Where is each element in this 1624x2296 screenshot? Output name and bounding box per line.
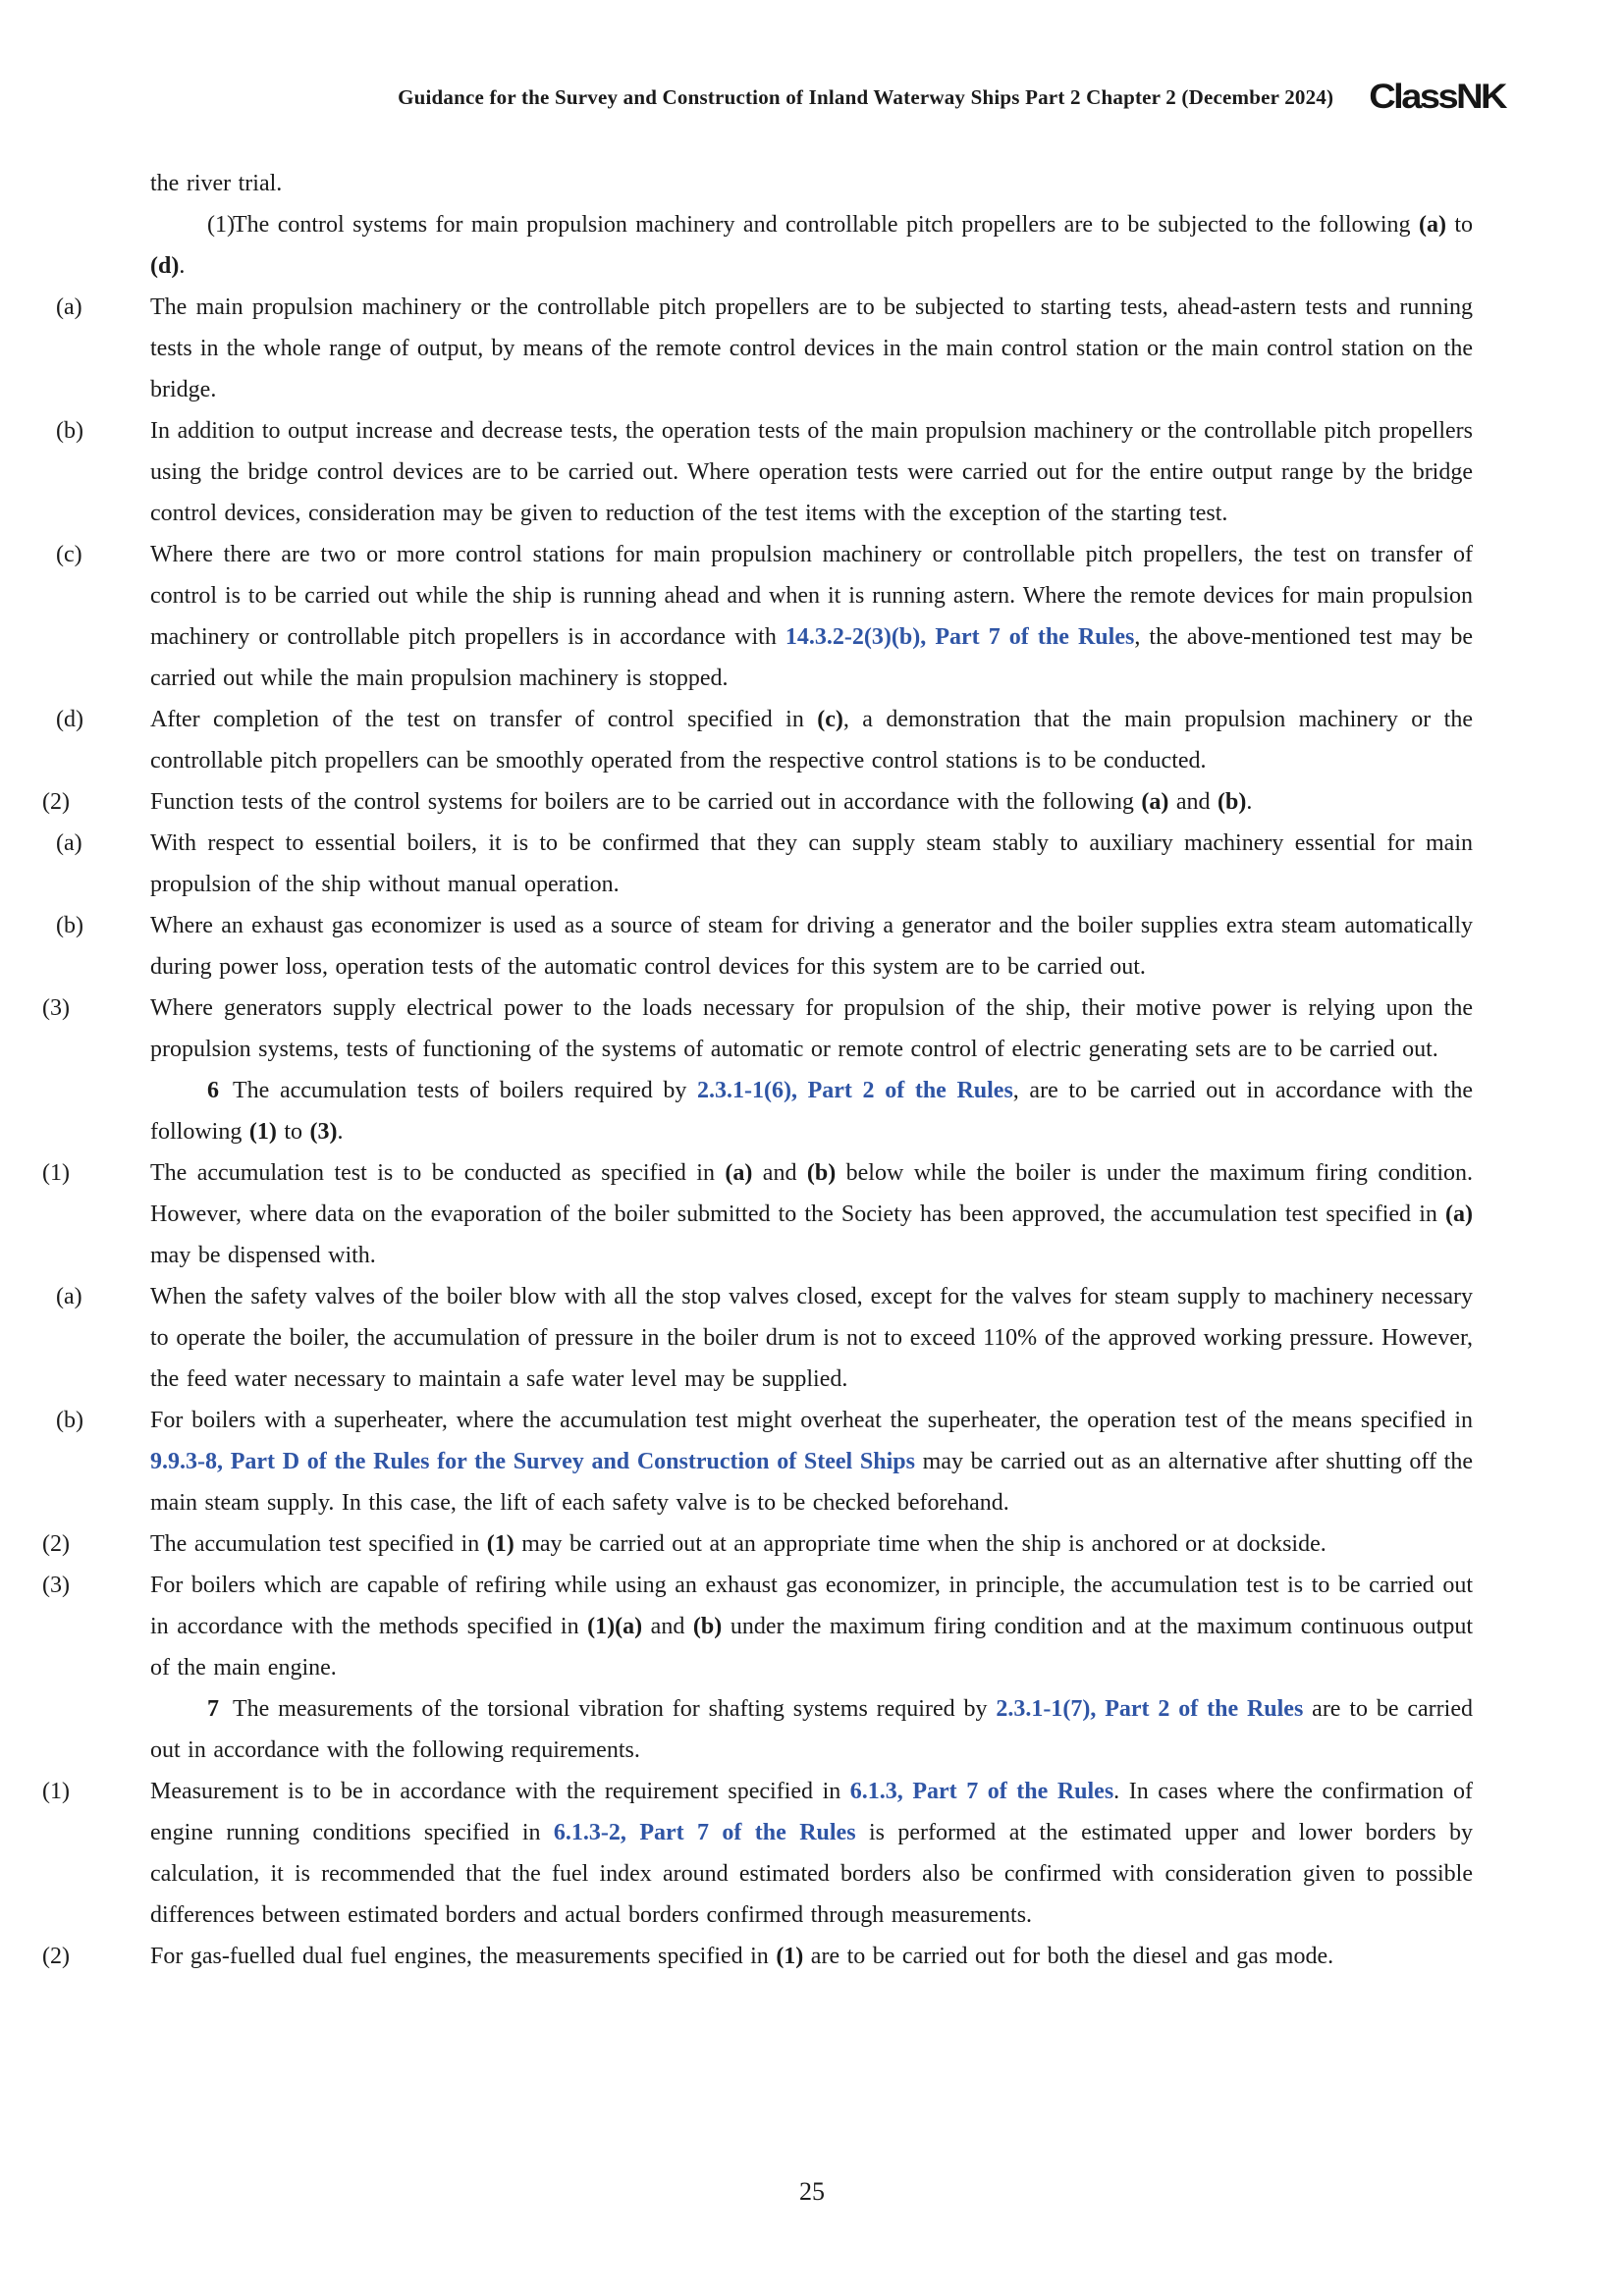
document-body <box>42 163 1474 1977</box>
body-text: For boilers which are capable of refiring while using an exhaust gas economizer, in principle, the accumulation test is to be carried out in accordance with the methods specified in <box>150 1573 1473 1639</box>
body-text: . <box>179 253 186 279</box>
item-marker: (2) <box>42 1944 70 1969</box>
item-marker: (a) <box>56 294 82 320</box>
paragraph-item-3 <box>42 988 1473 1070</box>
bold-reference-text: (b) <box>1218 789 1247 815</box>
body-text: may be dispensed with. <box>150 1243 376 1268</box>
body-text: and <box>1168 789 1218 815</box>
bold-reference-text: (b) <box>692 1614 723 1639</box>
rule-link[interactable]: 2.3.1-1(7), Part 2 of the Rules <box>996 1696 1304 1722</box>
paragraph-item-d <box>56 699 1473 781</box>
body-text: the river trial. <box>150 171 283 196</box>
item-marker: (a) <box>56 830 82 856</box>
body-text: Measurement is to be in accordance with the requirement specified in <box>150 1779 850 1804</box>
page-header <box>398 77 1505 119</box>
item-marker: (b) <box>56 913 83 938</box>
body-text: After completion of the test on transfer of control specified in <box>150 707 818 732</box>
item-marker: (2) <box>42 1531 70 1557</box>
body-text: Function tests of the control systems for boilers are to be carried out in accordance with the following <box>150 789 1142 815</box>
paragraph-item-2 <box>42 1523 1473 1565</box>
rule-link[interactable]: 6.1.3, Part 7 of the Rules <box>849 1779 1114 1804</box>
bold-reference-text: (a) <box>1141 789 1169 815</box>
body-text: , the above-mentioned test may be carried out while the main propulsion machinery is stopped. <box>150 624 1473 691</box>
paragraph-item-c <box>56 534 1473 699</box>
body-text: Where there are two or more control stations for main propulsion machinery or controllable pitch propellers, the test on transfer of control is to be carried out while the ship is running ahead and when it is running astern. Where the remote devices for main propulsion machinery or controllable pitch propellers is in accordance with <box>150 542 1473 650</box>
item-marker: (1) <box>42 1779 70 1804</box>
rule-link[interactable]: 9.9.3-8, Part D of the Rules for the Survey and Construction of Steel Ships <box>150 1449 915 1474</box>
item-marker: (b) <box>56 1408 83 1433</box>
body-text: . <box>337 1119 344 1145</box>
body-text: is performed at the estimated upper and lower borders by calculation, it is recommended that the fuel index around estimated borders also be confirmed with consideration given to possible differences between estimated borders and actual borders confirmed through measurements. <box>150 1820 1474 1928</box>
paragraph-item-1 <box>42 1152 1473 1276</box>
body-text: may be carried out at an appropriate time when the ship is anchored or at dockside. <box>514 1531 1326 1557</box>
body-text: The accumulation test is to be conducted as specified in <box>150 1160 726 1186</box>
body-text: The accumulation tests of boilers required by <box>233 1078 697 1103</box>
body-text: , are to be carried out in accordance with the following <box>150 1078 1473 1145</box>
body-text: to <box>276 1119 310 1145</box>
item-marker: (c) <box>56 542 82 567</box>
paragraph-item-b <box>56 1400 1473 1523</box>
body-text: The accumulation test specified in <box>150 1531 487 1557</box>
bold-reference-text: (3) <box>309 1119 338 1145</box>
body-text: under the maximum firing condition and at the maximum continuous output of the main engine. <box>150 1614 1474 1681</box>
paragraph-item-1 <box>42 1771 1474 1936</box>
bold-reference-text: (c) <box>817 707 843 732</box>
body-text: For gas-fuelled dual fuel engines, the measurements specified in <box>150 1944 777 1969</box>
page-number: 25 <box>799 2177 825 2206</box>
rule-link[interactable]: 6.1.3-2, Part 7 of the Rules <box>553 1820 856 1845</box>
bold-reference-text: (1) <box>248 1119 277 1145</box>
classnk-logo: ClassNK <box>1369 78 1505 117</box>
paragraph-item-a <box>56 823 1473 905</box>
bold-reference-text: (1)(a) <box>587 1614 643 1639</box>
bold-reference-text: (a) <box>725 1160 753 1186</box>
body-text: Where generators supply electrical power to the loads necessary for propulsion of the ship, their motive power is relying upon the propulsion systems, tests of functioning of the systems of automatic or remote control of electric generating sets are to be carried out. <box>150 995 1473 1062</box>
body-text: The control systems for main propulsion machinery and controllable pitch propellers are to be subjected to the following <box>233 212 1419 238</box>
body-text: and <box>642 1614 693 1639</box>
body-text: The measurements of the torsional vibration for shafting systems required by <box>233 1696 997 1722</box>
header-title: Guidance for the Survey and Construction of Inland Waterway Ships Part 2 Chapter 2 (December 2024) <box>398 85 1334 109</box>
item-marker: (b) <box>56 418 83 444</box>
item-marker: 7 <box>207 1696 219 1722</box>
body-text: may be carried out as an alternative after shutting off the main steam supply. In this case, the lift of each safety valve is to be checked beforehand. <box>150 1449 1473 1516</box>
body-text: are to be carried out for both the diesel and gas mode. <box>803 1944 1334 1969</box>
item-marker: (3) <box>42 1573 70 1598</box>
body-text: When the safety valves of the boiler blow with all the stop valves closed, except for the valves for steam supply to machinery necessary to operate the boiler, the accumulation of pressure in the boiler drum is not to exceed 110% of the approved working pressure. However, the feed water necessary to maintain a safe water level may be supplied. <box>150 1284 1473 1392</box>
paragraph-item-a <box>56 287 1473 410</box>
item-marker: (d) <box>56 707 83 732</box>
rule-link[interactable]: 14.3.2-2(3)(b), Part 7 of the Rules <box>785 624 1135 650</box>
item-marker: (3) <box>42 995 70 1021</box>
item-marker: (1) <box>207 212 235 238</box>
paragraph-item-2 <box>42 781 1473 823</box>
paragraph-section-7 <box>150 1688 1473 1771</box>
bold-reference-text: (a) <box>1445 1201 1473 1227</box>
item-marker: (1) <box>42 1160 70 1186</box>
paragraph-item-a <box>56 1276 1473 1400</box>
body-text: below while the boiler is under the maximum firing condition. However, where data on the evaporation of the boiler submitted to the Society has been approved, the accumulation test specified in <box>150 1160 1473 1227</box>
body-text: For boilers with a superheater, where the accumulation test might overheat the superheater, the operation test of the means specified in <box>150 1408 1473 1433</box>
body-text: are to be carried out in accordance with the following requirements. <box>150 1696 1473 1763</box>
body-text: and <box>752 1160 807 1186</box>
bold-reference-text: (a) <box>1418 212 1446 238</box>
paragraph-item-2 <box>42 1936 1473 1977</box>
rule-link[interactable]: 2.3.1-1(6), Part 2 of the Rules <box>697 1078 1013 1103</box>
body-text: The main propulsion machinery or the controllable pitch propellers are to be subjected to starting tests, ahead-astern tests and running tests in the whole range of output, by means of the remote control devices in the main control station or the main control station on the bridge. <box>150 294 1473 402</box>
paragraph-item-b <box>56 905 1473 988</box>
body-text: to <box>1445 212 1473 238</box>
body-text: , a demonstration that the main propulsion machinery or the controllable pitch propellers can be smoothly operated from the respective control stations is to be conducted. <box>150 707 1473 774</box>
body-text: With respect to essential boilers, it is to be confirmed that they can supply steam stably to auxiliary machinery essential for main propulsion of the ship without manual operation. <box>150 830 1473 897</box>
page-footer <box>0 2177 1624 2207</box>
item-marker: (2) <box>42 789 70 815</box>
paragraph-item-3 <box>42 1565 1474 1688</box>
paragraph-item-b <box>56 410 1473 534</box>
item-marker: 6 <box>207 1078 219 1103</box>
body-text: Where an exhaust gas economizer is used as a source of steam for driving a generator and the boiler supplies extra steam automatically during power loss, operation tests of the automatic control devices for this system are to be carried out. <box>150 913 1473 980</box>
paragraph-section-6 <box>150 1070 1473 1152</box>
item-marker: (a) <box>56 1284 82 1309</box>
bold-reference-text: (1) <box>486 1531 514 1557</box>
paragraph-continuation <box>150 163 1473 204</box>
body-text: . <box>1246 789 1253 815</box>
bold-reference-text: (b) <box>806 1160 837 1186</box>
bold-reference-text: (1) <box>776 1944 804 1969</box>
bold-reference-text: (d) <box>150 253 180 279</box>
paragraph-item-1 <box>150 204 1473 287</box>
body-text: . In cases where the confirmation of engine running conditions specified in <box>150 1779 1473 1845</box>
body-text: In addition to output increase and decrease tests, the operation tests of the main propulsion machinery or the controllable pitch propellers using the bridge control devices are to be carried out. Where operation tests were carried out for the entire output range by the bridge control devices, consideration may be given to reduction of the test items with the exception of the starting test. <box>150 418 1473 526</box>
